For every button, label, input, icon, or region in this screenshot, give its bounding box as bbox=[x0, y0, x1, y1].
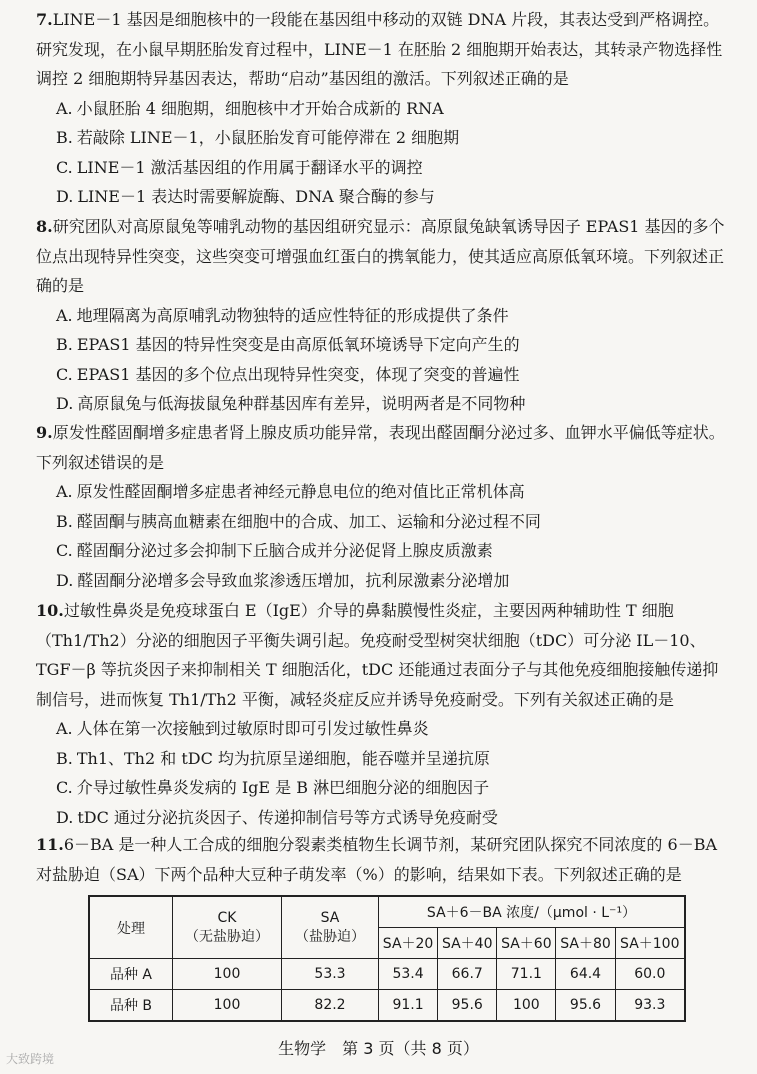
watermark: 大致跨境 bbox=[6, 1052, 55, 1066]
header-ck: CK （无盐胁迫） bbox=[173, 896, 282, 959]
question-number: 8. bbox=[36, 217, 53, 236]
table-row bbox=[89, 990, 685, 1022]
question-stem bbox=[36, 418, 726, 477]
option-c: C. LINE－1 激活基因组的作用属于翻译水平的调控 bbox=[56, 157, 423, 177]
row-label: 品种 A bbox=[89, 959, 173, 990]
table-header-row bbox=[89, 896, 685, 928]
row-label: 品种 B bbox=[89, 990, 173, 1022]
option-c: C. 醛固酮分泌过多会抑制下丘脑合成并分泌促肾上腺皮质激素 bbox=[56, 541, 493, 560]
question-text: 过敏性鼻炎是免疫球蛋白 E（IgE）介导的鼻黏膜慢性炎症，主要因两种辅助性 T 细胞（Th1/Th2）分泌的细胞因子平衡失调引起。免疫耐受型树突状细胞（tDC）可分泌 IL－10、TGF－β 等抗炎因子来抑制相关 T 细胞活化，tDC 还能通过表面分子与其他免疫细胞接触传递抑制信号，进而恢复 Th1/Th2 平衡，减轻炎症反应并诱导免疫耐受。下列有关叙述正确的是 bbox=[36, 601, 719, 709]
option-b: B. Th1、Th2 和 tDC 均为抗原呈递细胞，能吞噬并呈递抗原 bbox=[56, 748, 490, 768]
question-text: 研究团队对高原鼠兔等哺乳动物的基因组研究显示：高原鼠兔缺氧诱导因子 EPAS1 基因的多个位点出现特异性突变，这些突变可增强血红蛋白的携氧能力，使其适应高原低氧环境。下列叙述正确的是 bbox=[36, 217, 725, 295]
header-sa: SA （盐胁迫） bbox=[282, 896, 379, 959]
question-7 bbox=[36, 5, 726, 212]
cell: 66.7 bbox=[438, 959, 497, 990]
question-text: 6－BA 是一种人工合成的细胞分裂素类植物生长调节剂，某研究团队探究不同浓度的 6－BA 对盐胁迫（SA）下两个品种大豆种子萌发率（%）的影响，结果如下表。下列叙述正确的是 bbox=[36, 835, 718, 884]
option-c: C. 介导过敏性鼻炎发病的 IgE 是 B 淋巴细胞分泌的细胞因子 bbox=[56, 778, 490, 797]
header-conc-col: SA＋100 bbox=[615, 928, 685, 959]
question-text: 原发性醛固酮增多症患者肾上腺皮质功能异常，表现出醛固酮分泌过多、血钾水平偏低等症状。下列叙述错误的是 bbox=[36, 423, 725, 472]
question-number: 10. bbox=[36, 601, 64, 620]
cell: 95.6 bbox=[438, 990, 497, 1022]
option-a: A. 小鼠胚胎 4 细胞期，细胞核中才开始合成新的 RNA bbox=[56, 98, 444, 118]
results-table bbox=[88, 895, 686, 1022]
cell: 60.0 bbox=[615, 959, 685, 990]
question-stem bbox=[36, 5, 726, 94]
cell: 71.1 bbox=[497, 959, 556, 990]
question-10 bbox=[36, 596, 726, 832]
option-d: D. 醛固酮分泌增多会导致血浆渗透压增加，抗利尿激素分泌增加 bbox=[56, 570, 510, 590]
cell: 95.6 bbox=[556, 990, 615, 1022]
option-a: A. 原发性醛固酮增多症患者神经元静息电位的绝对值比正常机体高 bbox=[56, 482, 525, 501]
cell: 100 bbox=[497, 990, 556, 1022]
option-a: A. 地理隔离为高原哺乳动物独特的适应性特征的形成提供了条件 bbox=[56, 305, 509, 325]
question-11 bbox=[36, 830, 726, 889]
option-b: B. EPAS1 基因的特异性突变是由高原低氧环境诱导下定向产生的 bbox=[56, 335, 520, 354]
header-conc-col: SA＋60 bbox=[497, 928, 556, 959]
header-conc-col: SA＋20 bbox=[379, 928, 438, 959]
question-number: 11. bbox=[36, 835, 64, 854]
question-text: LINE－1 基因是细胞核中的一段能在基因组中移动的双链 DNA 片段，其表达受到严格调控。研究发现，在小鼠早期胚胎发育过程中，LINE－1 在胚胎 2 细胞期开始表达，其转录产物选择性调控 2 细胞期特异基因表达，帮助“启动”基因组的激活。下列叙述正确的是 bbox=[36, 10, 723, 88]
cell: 82.2 bbox=[282, 990, 379, 1022]
cell: 64.4 bbox=[556, 959, 615, 990]
option-d: D. tDC 通过分泌抗炎因子、传递抑制信号等方式诱导免疫耐受 bbox=[56, 807, 498, 827]
option-b: B. 若敲除 LINE－1，小鼠胚胎发育可能停滞在 2 细胞期 bbox=[56, 128, 460, 147]
cell: 100 bbox=[173, 990, 282, 1022]
header-concentration: SA＋6－BA 浓度/（μmol · L⁻¹） bbox=[379, 896, 686, 928]
question-stem bbox=[36, 596, 726, 714]
question-number: 9. bbox=[36, 423, 53, 442]
question-stem bbox=[36, 830, 726, 889]
option-a: A. 人体在第一次接触到过敏原时即可引发过敏性鼻炎 bbox=[56, 719, 429, 738]
header-conc-col: SA＋80 bbox=[556, 928, 615, 959]
question-8 bbox=[36, 212, 726, 419]
question-9 bbox=[36, 418, 726, 595]
table-row bbox=[89, 959, 685, 990]
option-d: D. 高原鼠兔与低海拔鼠兔种群基因库有差异，说明两者是不同物种 bbox=[56, 394, 526, 413]
cell: 93.3 bbox=[615, 990, 685, 1022]
page-footer: 生物学 第 3 页（共 8 页） bbox=[278, 1039, 479, 1058]
question-stem bbox=[36, 212, 726, 301]
cell: 53.4 bbox=[379, 959, 438, 990]
header-conc-col: SA＋40 bbox=[438, 928, 497, 959]
option-d: D. LINE－1 表达时需要解旋酶、DNA 聚合酶的参与 bbox=[56, 187, 435, 206]
option-c: C. EPAS1 基因的多个位点出现特异性突变，体现了突变的普遍性 bbox=[56, 364, 520, 384]
cell: 53.3 bbox=[282, 959, 379, 990]
header-treatment: 处理 bbox=[89, 896, 173, 959]
cell: 100 bbox=[173, 959, 282, 990]
question-number: 7. bbox=[36, 10, 53, 29]
option-b: B. 醛固酮与胰高血糖素在细胞中的合成、加工、运输和分泌过程不同 bbox=[56, 511, 541, 531]
cell: 91.1 bbox=[379, 990, 438, 1022]
